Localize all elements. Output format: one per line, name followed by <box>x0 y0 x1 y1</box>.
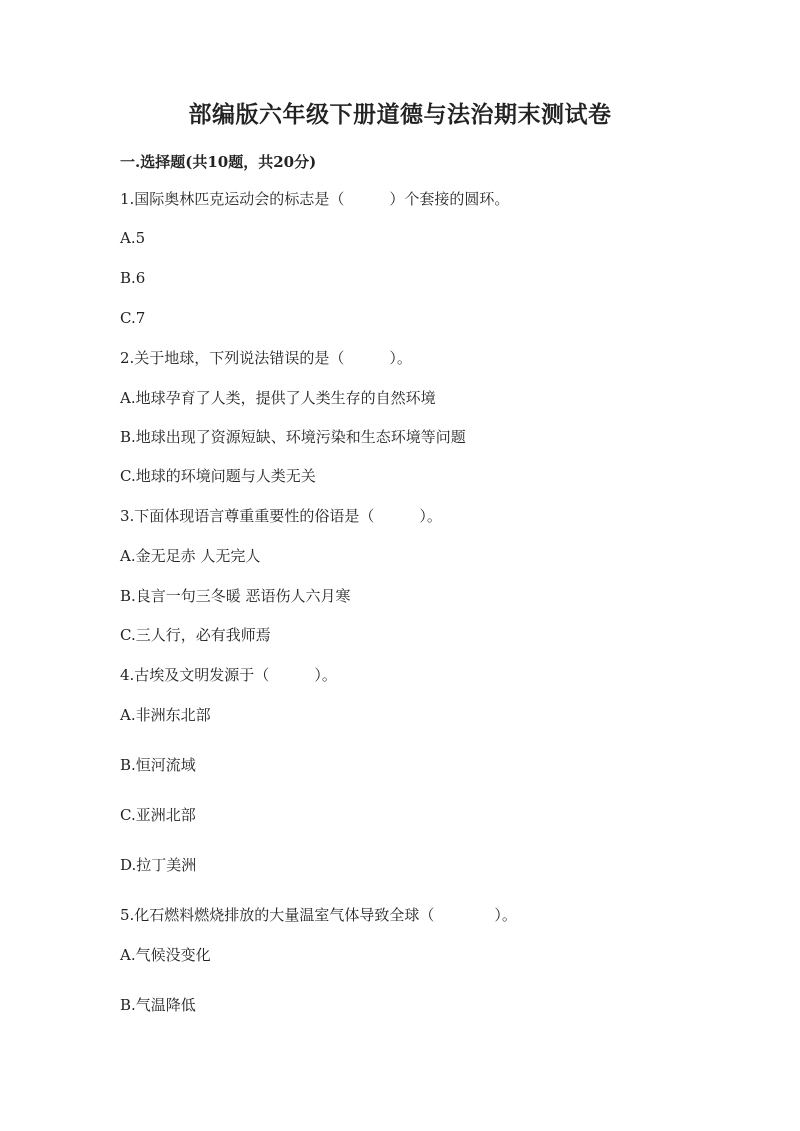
question-3-stem: 3.下面体现语言尊重重要性的俗语是（ ）。 <box>120 507 442 525</box>
question-4-option-d: D.拉丁美洲 <box>120 856 197 874</box>
question-1-stem: 1.国际奥林匹克运动会的标志是（ ）个套接的圆环。 <box>120 190 510 208</box>
question-5-option-a: A.气候没变化 <box>120 946 211 964</box>
question-5-stem: 5.化石燃料燃烧排放的大量温室气体导致全球（ ）。 <box>120 906 517 924</box>
question-3-option-a: A.金无足赤 人无完人 <box>120 547 261 565</box>
question-2-option-a: A.地球孕育了人类，提供了人类生存的自然环境 <box>120 389 436 407</box>
section-heading: 一.选择题(共10题，共20分) <box>120 153 317 171</box>
question-4-option-b: B.恒河流域 <box>120 756 196 774</box>
question-5-option-b: B.气温降低 <box>120 996 196 1014</box>
question-4-option-c: C.亚洲北部 <box>120 806 196 824</box>
question-1-option-c: C.7 <box>120 309 146 327</box>
question-2-stem: 2.关于地球，下列说法错误的是（ ）。 <box>120 349 412 367</box>
question-4-option-a: A.非洲东北部 <box>120 706 211 724</box>
question-3-option-b: B.良言一句三冬暖 恶语伤人六月寒 <box>120 587 351 605</box>
question-1-option-a: A.5 <box>120 229 146 247</box>
question-4-stem: 4.古埃及文明发源于（ ）。 <box>120 666 337 684</box>
page-title: 部编版六年级下册道德与法治期末测试卷 <box>188 101 612 128</box>
question-1-option-b: B.6 <box>120 269 146 287</box>
question-2-option-c: C.地球的环境问题与人类无关 <box>120 467 316 485</box>
question-2-option-b: B.地球出现了资源短缺、环境污染和生态环境等问题 <box>120 428 466 446</box>
question-3-option-c: C.三人行，必有我师焉 <box>120 626 271 644</box>
